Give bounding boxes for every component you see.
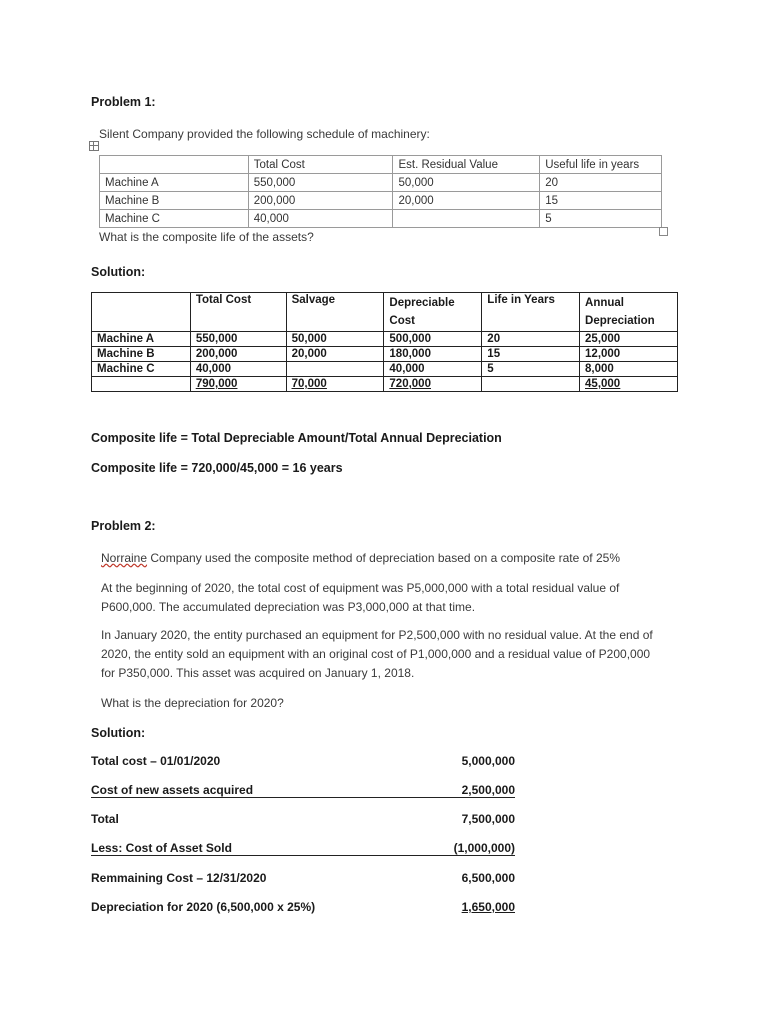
list-item bbox=[91, 900, 515, 918]
table-cell: 8,000 bbox=[580, 362, 678, 377]
problem2-para2-line1: At the beginning of 2020, the total cost of equipment was P5,000,000 with a total residual value of bbox=[101, 581, 620, 595]
problem2-para2-line2: P600,000. The accumulated depreciation was P3,000,000 at that time. bbox=[101, 600, 476, 614]
line-label: Remmaining Cost – 12/31/2020 bbox=[91, 871, 267, 885]
underline-rule bbox=[91, 855, 515, 856]
table-cell bbox=[393, 210, 540, 228]
problem1-question: What is the composite life of the assets? bbox=[99, 230, 314, 244]
table-header: Life in Years bbox=[482, 293, 580, 332]
list-item bbox=[91, 871, 515, 889]
problem1-solution-label: Solution: bbox=[91, 265, 146, 279]
table-cell: 200,000 bbox=[190, 347, 286, 362]
table-cell bbox=[482, 377, 580, 392]
list-item bbox=[91, 754, 515, 772]
table-cell: 200,000 bbox=[248, 192, 393, 210]
table-row bbox=[100, 174, 662, 192]
table-cell: 40,000 bbox=[248, 210, 393, 228]
list-item bbox=[91, 812, 515, 830]
table-header: Total Cost bbox=[190, 293, 286, 332]
table-header: Useful life in years bbox=[540, 156, 662, 174]
table-header: Total Cost bbox=[248, 156, 393, 174]
line-value: 6,500,000 bbox=[461, 871, 515, 885]
table-cell bbox=[286, 377, 384, 392]
machinery-schedule-table bbox=[99, 155, 662, 228]
problem1-intro: Silent Company provided the following schedule of machinery: bbox=[99, 127, 430, 141]
table-row bbox=[92, 293, 678, 332]
line-value: 1,650,000 bbox=[461, 900, 515, 914]
table-cell: 550,000 bbox=[190, 332, 286, 347]
table-row-totals bbox=[92, 377, 678, 392]
problem2-para3-line2: 2020, the entity sold an equipment with an original cost of P1,000,000 and a residual value of P200,000 bbox=[101, 647, 651, 661]
line-value: 5,000,000 bbox=[461, 754, 515, 768]
table-row bbox=[100, 192, 662, 210]
problem2-title: Problem 2: bbox=[91, 519, 156, 533]
problem2-para3-line1: In January 2020, the entity purchased an equipment for P2,500,000 with no residual value. At the end of bbox=[101, 628, 653, 642]
table-cell: 15 bbox=[540, 192, 662, 210]
total-value: 790,000 bbox=[195, 378, 238, 390]
table-cell: 15 bbox=[482, 347, 580, 362]
table-cell: 180,000 bbox=[384, 347, 482, 362]
line-label: Depreciation for 2020 (6,500,000 x 25%) bbox=[91, 900, 316, 914]
table-cell: 550,000 bbox=[248, 174, 393, 192]
table-cell: Machine B bbox=[92, 347, 191, 362]
table-cell: 25,000 bbox=[580, 332, 678, 347]
table-row bbox=[92, 332, 678, 347]
table-header: Salvage bbox=[286, 293, 384, 332]
solution-table bbox=[91, 292, 678, 392]
para1-text: Company used the composite method of depreciation based on a composite rate of 25% bbox=[147, 551, 620, 565]
composite-life-answer: Composite life = 720,000/45,000 = 16 years bbox=[91, 461, 343, 475]
table-cell: 50,000 bbox=[286, 332, 384, 347]
table-cell: 50,000 bbox=[393, 174, 540, 192]
total-value: 720,000 bbox=[389, 378, 431, 390]
list-item bbox=[91, 783, 515, 801]
underline-rule bbox=[91, 797, 515, 798]
table-cell bbox=[92, 293, 191, 332]
table-row bbox=[92, 347, 678, 362]
table-cell bbox=[384, 377, 482, 392]
table-cell: Machine C bbox=[100, 210, 249, 228]
composite-life-formula: Composite life = Total Depreciable Amount/Total Annual Depreciation bbox=[91, 431, 502, 445]
table-cell bbox=[190, 377, 286, 392]
table-cell: 5 bbox=[540, 210, 662, 228]
line-label: Less: Cost of Asset Sold bbox=[91, 841, 232, 855]
company-name: Norraine bbox=[101, 551, 148, 565]
line-value: (1,000,000) bbox=[453, 841, 515, 855]
line-label: Total cost – 01/01/2020 bbox=[91, 754, 221, 768]
problem2-para3-line3: for P350,000. This asset was acquired on January 1, 2018. bbox=[101, 666, 415, 680]
table-resize-handle[interactable] bbox=[659, 227, 668, 236]
table-cell: 20,000 bbox=[393, 192, 540, 210]
line-value: 7,500,000 bbox=[461, 812, 515, 826]
total-value: 70,000 bbox=[291, 378, 327, 390]
line-value: 2,500,000 bbox=[461, 783, 515, 797]
table-row bbox=[92, 362, 678, 377]
list-item bbox=[91, 841, 515, 859]
table-cell: 40,000 bbox=[190, 362, 286, 377]
line-label: Cost of new assets acquired bbox=[91, 783, 254, 797]
problem1-title: Problem 1: bbox=[91, 95, 156, 109]
table-cell: Machine A bbox=[100, 174, 249, 192]
table-cell: 20,000 bbox=[286, 347, 384, 362]
table-cell bbox=[286, 362, 384, 377]
table-header: Annual Depreciation bbox=[580, 293, 678, 332]
table-header: Est. Residual Value bbox=[393, 156, 540, 174]
table-cell: 40,000 bbox=[384, 362, 482, 377]
table-cell: 5 bbox=[482, 362, 580, 377]
table-cell: Machine B bbox=[100, 192, 249, 210]
table-row bbox=[100, 156, 662, 174]
table-cell: 500,000 bbox=[384, 332, 482, 347]
table-cell: 20 bbox=[482, 332, 580, 347]
table-header: Depreciable Cost bbox=[384, 293, 482, 332]
table-cell bbox=[100, 156, 249, 174]
table-cell: Machine A bbox=[92, 332, 191, 347]
table-cell: 20 bbox=[540, 174, 662, 192]
table-cell: 12,000 bbox=[580, 347, 678, 362]
total-value: 45,000 bbox=[585, 378, 621, 390]
table-cell: Machine C bbox=[92, 362, 191, 377]
problem2-para1 bbox=[101, 551, 620, 565]
table-move-handle-icon[interactable] bbox=[89, 141, 99, 151]
table-cell bbox=[92, 377, 191, 392]
table-row bbox=[100, 210, 662, 228]
table-cell bbox=[580, 377, 678, 392]
problem2-solution-label: Solution: bbox=[91, 726, 146, 740]
problem2-question: What is the depreciation for 2020? bbox=[101, 696, 284, 710]
line-label: Total bbox=[91, 812, 119, 826]
